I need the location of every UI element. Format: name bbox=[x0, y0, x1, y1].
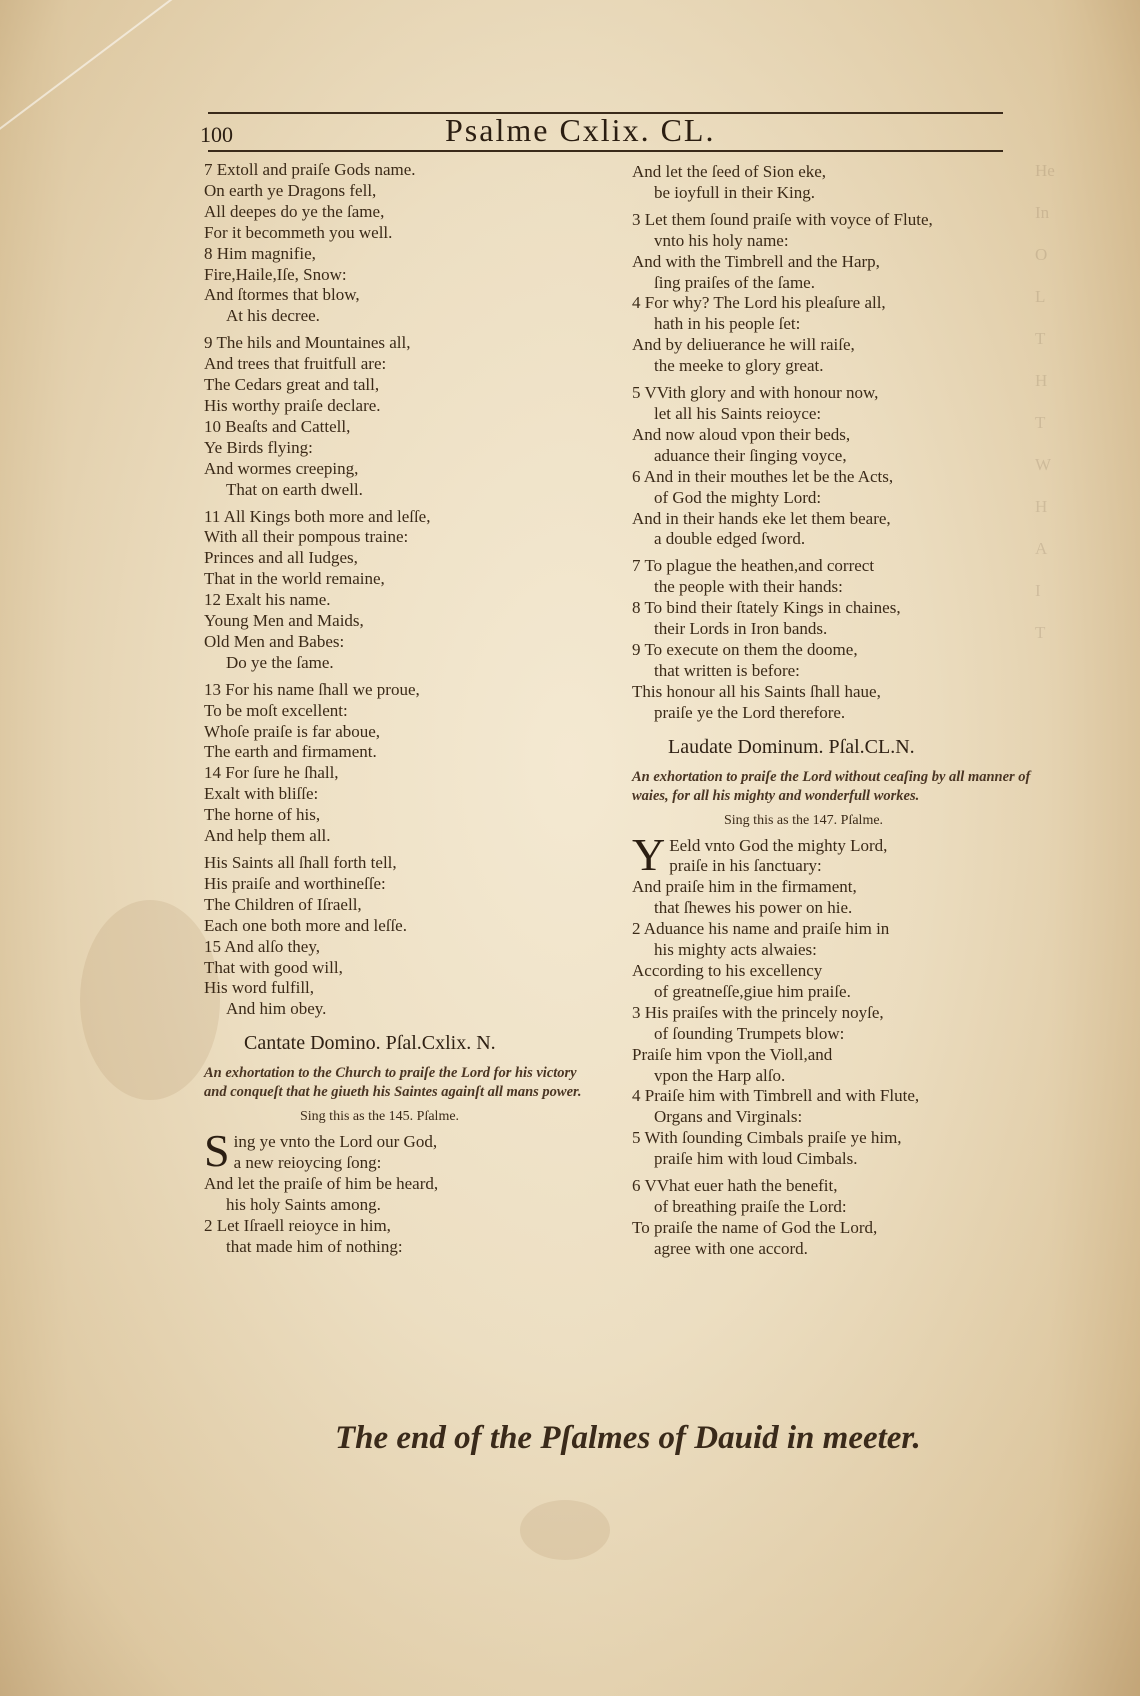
verse-line: that written is before: bbox=[654, 660, 800, 680]
verse-line: Organs and Virginals: bbox=[654, 1107, 803, 1127]
verse-line: And by deliuerance he will raiſe, bbox=[632, 335, 855, 355]
verse-line: 5 With ſounding Cimbals praiſe ye him, bbox=[632, 1128, 902, 1148]
verse-line: praiſe in his ſanctuary: bbox=[669, 856, 822, 876]
verse-line: 2 Aduance his name and praiſe him in bbox=[632, 919, 890, 939]
verse-line: 15 And alſo they, bbox=[204, 936, 320, 956]
verse-line: With all their pompous traine: bbox=[204, 527, 409, 547]
verse-line: Praiſe him vpon the Violl,and bbox=[632, 1044, 833, 1064]
verse-line: 12 Exalt his name. bbox=[204, 590, 331, 610]
psalm-149-verses bbox=[204, 1125, 594, 1257]
verse-line: of breathing praiſe the Lord: bbox=[654, 1196, 847, 1216]
verse-line: 8 Him magnifie, bbox=[204, 243, 316, 263]
header-rule-bottom bbox=[208, 150, 1003, 152]
verse-line: And praiſe him in the firmament, bbox=[632, 877, 857, 897]
verse-line: His worthy praiſe declare. bbox=[204, 395, 381, 415]
verse-line: 6 VVhat euer hath the benefit, bbox=[632, 1176, 838, 1196]
psalm-149-sing-note: Sing this as the 145. Pſalme. bbox=[300, 1109, 460, 1125]
verse-line: the people with their hands: bbox=[654, 577, 843, 597]
verse-line: 7 Extoll and praiſe Gods name. bbox=[204, 160, 416, 179]
verse-line: 10 Beaſts and Cattell, bbox=[204, 416, 351, 436]
right-verse-block bbox=[632, 162, 1032, 724]
colophon: The end of the Pſalmes of Dauid in meeter. bbox=[335, 1420, 921, 1456]
verse-line: His Saints all ſhall forth tell, bbox=[204, 853, 397, 872]
verse-line: Whoſe praiſe is far aboue, bbox=[204, 721, 381, 741]
verse-line: ſing praiſes of the ſame. bbox=[654, 272, 815, 292]
verse-line: And now aloud vpon their beds, bbox=[632, 424, 851, 444]
right-column bbox=[632, 162, 1032, 1260]
verse-line: And let the praiſe of him be heard, bbox=[204, 1174, 439, 1194]
verse-line: 13 For his name ſhall we proue, bbox=[204, 679, 420, 699]
verse-line: of greatneſſe,giue him praiſe. bbox=[654, 981, 851, 1001]
verse-line: be ioyfull in their King. bbox=[654, 182, 816, 202]
verse-line: That on earth dwell. bbox=[226, 479, 363, 499]
verse-line: 9 The hils and Mountaines all, bbox=[204, 333, 411, 353]
verse-line: aduance their ſinging voyce, bbox=[654, 445, 847, 465]
verse-line: And wormes creeping, bbox=[204, 458, 359, 478]
verse-line: let all his Saints reioyce: bbox=[654, 403, 822, 423]
verse-line: of God the mighty Lord: bbox=[654, 487, 822, 507]
verse-line: And trees that fruitfull are: bbox=[204, 354, 387, 374]
verse-line: his mighty acts alwaies: bbox=[654, 940, 817, 960]
verse-line: His word fulfill, bbox=[204, 978, 315, 998]
verse-line: ing ye vnto the Lord our God, bbox=[233, 1132, 438, 1152]
verse-line: that made him of nothing: bbox=[226, 1236, 403, 1256]
psalm-150-argument: An exhortation to praiſe the Lord without ceaſing by all manner of waies, for all his mighty and wonderfull workes. bbox=[632, 768, 1031, 804]
right-verse-block-2 bbox=[632, 828, 1032, 1260]
verse-line: 6 And in their mouthes let be the Acts, bbox=[632, 466, 894, 486]
running-head: Psalme Cxlix. CL. bbox=[445, 112, 716, 148]
verse-line: And ſtormes that blow, bbox=[204, 285, 360, 305]
verse-line: Eeld vnto God the mighty Lord, bbox=[669, 835, 888, 855]
verse-line: 4 Praiſe him with Timbrell and with Flute, bbox=[632, 1086, 920, 1106]
verse-line: Old Men and Babes: bbox=[204, 631, 345, 651]
dropcap-letter: S bbox=[204, 1125, 230, 1177]
verse-line: that ſhewes his power on hie. bbox=[654, 898, 853, 918]
verse-line: 7 To plague the heathen,and correct bbox=[632, 556, 875, 576]
verse-line: And in their hands eke let them beare, bbox=[632, 508, 891, 528]
verse-line: Young Men and Maids, bbox=[204, 611, 364, 631]
verse-line: For it becommeth you well. bbox=[204, 222, 393, 242]
left-column bbox=[204, 160, 594, 1258]
verse-line: a new reioycing ſong: bbox=[233, 1153, 382, 1173]
verse-line: Ye Birds flying: bbox=[204, 437, 313, 457]
verse-line: Fire,Haile,Iſe, Snow: bbox=[204, 264, 347, 284]
psalm-149-argument: An exhortation to the Church to praiſe the Lord for his victory and conqueſt that he giueth his Saintes againſt all mans power. bbox=[204, 1065, 582, 1101]
paper-stain bbox=[520, 1500, 610, 1560]
verse-line: 11 All Kings both more and leſſe, bbox=[204, 506, 431, 526]
verse-line: To praiſe the name of God the Lord, bbox=[632, 1217, 878, 1237]
verse-line: The horne of his, bbox=[204, 805, 321, 825]
psalm-150-sing-note: Sing this as the 147. Pſalme. bbox=[724, 812, 884, 828]
psalm-150-verses bbox=[632, 828, 1032, 1260]
verse-line: 9 To execute on them the doome, bbox=[632, 639, 858, 659]
psalm-149-heading: Cantate Domino. Pſal.Cxlix. N. bbox=[244, 1032, 496, 1055]
left-verse-block bbox=[204, 160, 594, 1020]
verse-line: of ſounding Trumpets blow: bbox=[654, 1023, 845, 1043]
verse-line: Princes and all Iudges, bbox=[204, 548, 358, 568]
verse-line: The earth and firmament. bbox=[204, 742, 377, 762]
verse-line: praiſe him with loud Cimbals. bbox=[654, 1149, 858, 1169]
left-verse-block-2 bbox=[204, 1125, 594, 1257]
verse-line: And let the ſeed of Sion eke, bbox=[632, 162, 827, 181]
verse-line: agree with one accord. bbox=[654, 1238, 808, 1258]
verse-line: This honour all his Saints ſhall haue, bbox=[632, 681, 881, 701]
verse-line: vpon the Harp alſo. bbox=[654, 1065, 786, 1085]
verse-line: 3 Let them ſound praiſe with voyce of Flute, bbox=[632, 209, 933, 229]
verse-line: And help them all. bbox=[204, 826, 331, 846]
verse-line: Do ye the ſame. bbox=[226, 652, 334, 672]
verse-line: To be moſt excellent: bbox=[204, 700, 348, 720]
verse-line: Exalt with bliſſe: bbox=[204, 784, 319, 804]
verse-line: And with the Timbrell and the Harp, bbox=[632, 251, 880, 271]
verse-line: 8 To bind their ſtately Kings in chaines, bbox=[632, 598, 901, 618]
verse-line: 14 For ſure he ſhall, bbox=[204, 763, 339, 783]
verse-line: 5 VVith glory and with honour now, bbox=[632, 383, 879, 403]
verse-line: 2 Let Iſraell reioyce in him, bbox=[204, 1215, 391, 1235]
page-fold-crease bbox=[0, 0, 307, 152]
verse-line: praiſe ye the Lord therefore. bbox=[654, 702, 846, 722]
verse-line: That in the world remaine, bbox=[204, 569, 385, 589]
verse-line: hath in his people ſet: bbox=[654, 314, 801, 334]
verse-line: 3 His praiſes with the princely noyſe, bbox=[632, 1002, 884, 1022]
dropcap-letter: Y bbox=[632, 828, 666, 880]
verse-line: The Children of Iſraell, bbox=[204, 894, 362, 914]
verse-line: On earth ye Dragons fell, bbox=[204, 180, 377, 200]
verse-line: his holy Saints among. bbox=[226, 1194, 381, 1214]
verse-line: vnto his holy name: bbox=[654, 230, 789, 250]
verse-line: 4 For why? The Lord his pleaſure all, bbox=[632, 293, 886, 313]
verse-line: a double edged ſword. bbox=[654, 529, 806, 549]
psalm-150-heading: Laudate Dominum. Pſal.CL.N. bbox=[668, 735, 915, 758]
verse-line: That with good will, bbox=[204, 957, 343, 977]
page-number: 100 bbox=[200, 122, 233, 147]
verse-line: the meeke to glory great. bbox=[654, 356, 824, 376]
verse-line: All deepes do ye the ſame, bbox=[204, 201, 385, 221]
verse-line: At his decree. bbox=[226, 306, 320, 326]
paper-stain bbox=[80, 900, 220, 1100]
verse-line: their Lords in Iron bands. bbox=[654, 619, 828, 639]
show-through-text: He In O L T H T W H A I T bbox=[1035, 161, 1055, 642]
verse-line: Each one both more and leſſe. bbox=[204, 915, 407, 935]
verse-line: And him obey. bbox=[226, 999, 327, 1019]
verse-line: The Cedars great and tall, bbox=[204, 375, 380, 395]
verse-line: His praiſe and worthineſſe: bbox=[204, 873, 386, 893]
verse-line: According to his excellency bbox=[632, 961, 823, 980]
